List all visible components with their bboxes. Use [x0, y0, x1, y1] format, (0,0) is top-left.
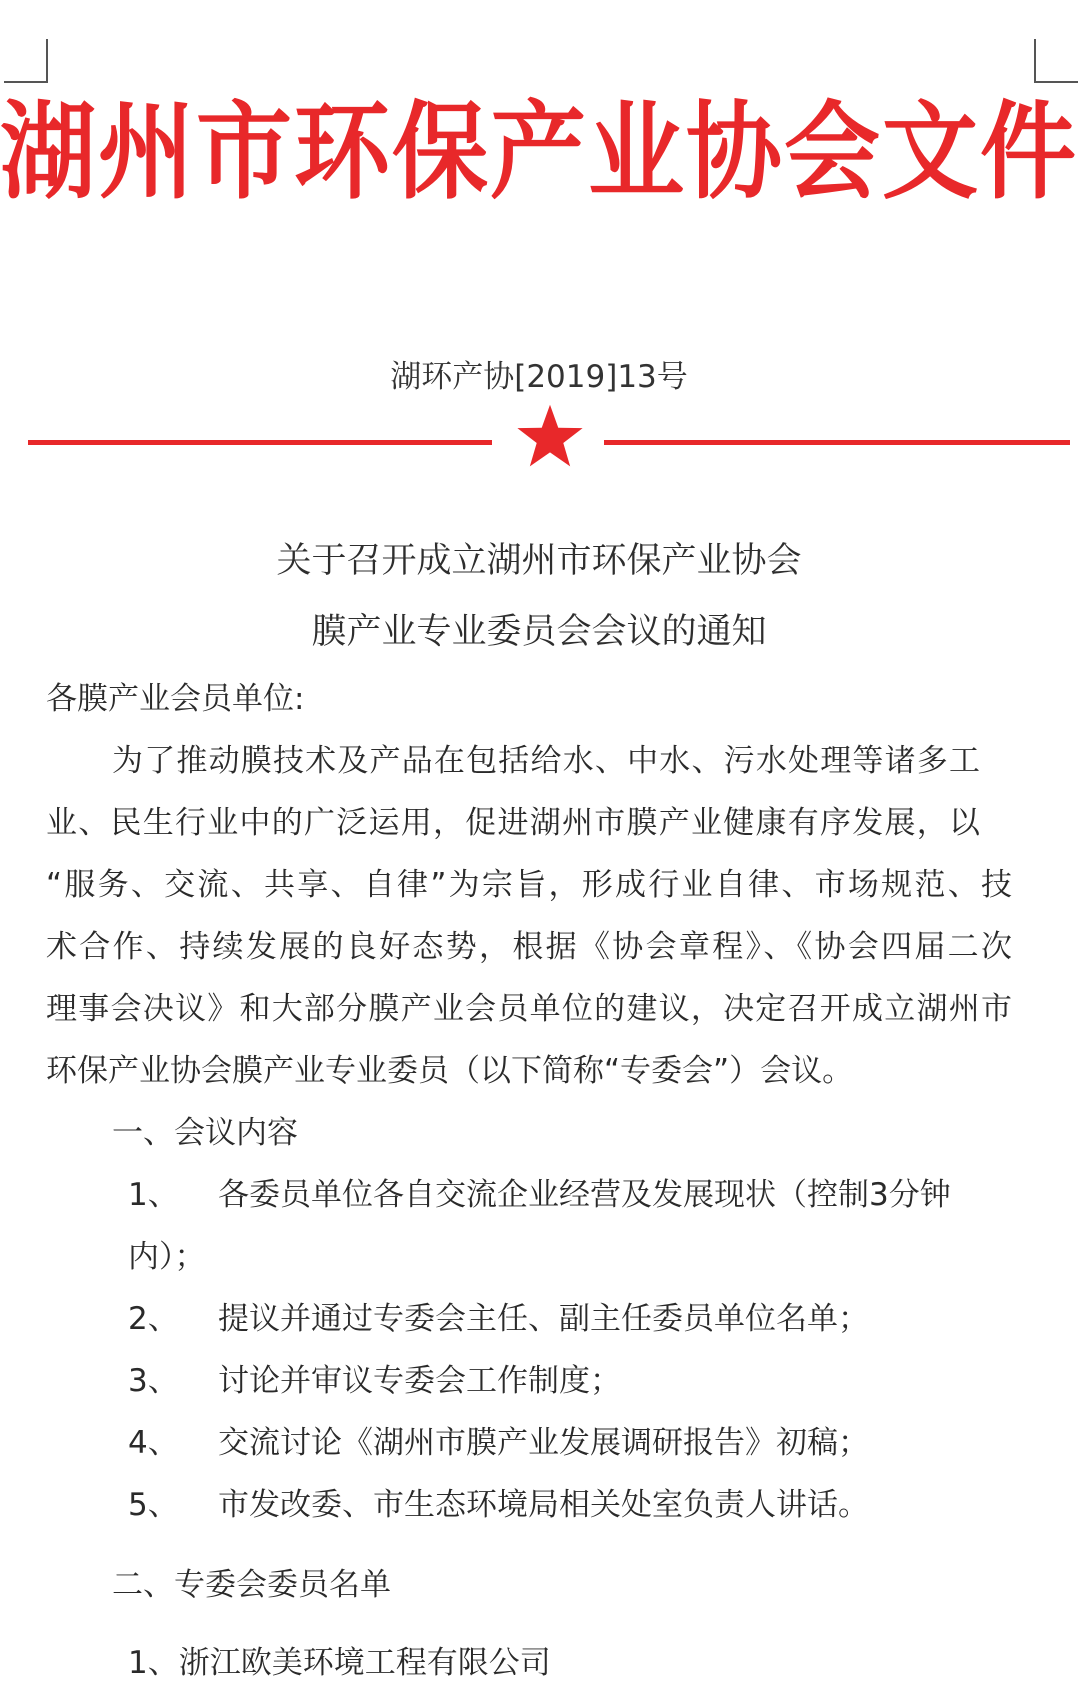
body-line-1: 为了推动膜技术及产品在包括给水、中水、污水处理等诸多工 [112, 743, 980, 779]
item-text-4: 交流讨论《湖州市膜产业发展调研报告》初稿； [218, 1425, 869, 1461]
section-heading-meeting-content: 一、会议内容 [112, 1115, 298, 1151]
crop-mark-top-right [1034, 39, 1078, 83]
item-text-5: 市发改委、市生态环境局相关处室负责人讲话。 [218, 1487, 869, 1523]
item-text-1-continued: 内）； [128, 1239, 206, 1275]
red-rule-right [604, 440, 1070, 445]
body-line-6: 环保产业协会膜产业专业委员（以下简称“专委会”）会议。 [46, 1053, 854, 1089]
item-number-4: 4、 [128, 1425, 179, 1461]
body-line-5: 理事会决议》和大部分膜产业会员单位的建议，决定召开成立湖州市 [46, 991, 1012, 1027]
item-number-5: 5、 [128, 1487, 179, 1523]
red-star-icon [515, 402, 585, 472]
member-list-item-1: 1、浙江欧美环境工程有限公司 [128, 1645, 551, 1681]
item-text-3: 讨论并审议专委会工作制度； [218, 1363, 621, 1399]
body-line-2: 业、民生行业中的广泛运用，促进湖州市膜产业健康有序发展，以 [46, 805, 980, 841]
crop-mark-top-left [4, 39, 48, 83]
item-number-3: 3、 [128, 1363, 179, 1399]
body-line-3: “服务、交流、共享、自律”为宗旨，形成行业自律、市场规范、技 [46, 867, 1012, 903]
notice-title-line-2: 膜产业专业委员会会议的通知 [311, 612, 767, 652]
notice-title-line-1: 关于召开成立湖州市环保产业协会 [276, 541, 802, 581]
item-number-1: 1、 [128, 1177, 179, 1213]
document-masthead: 湖州市环保产业协会文件 [0, 90, 1078, 214]
item-text-1: 各委员单位各自交流企业经营及发展现状（控制3分钟 [218, 1177, 951, 1213]
item-number-2: 2、 [128, 1301, 179, 1337]
red-rule-left [28, 440, 492, 445]
salutation: 各膜产业会员单位: [46, 681, 305, 717]
section-heading-member-list: 二、专委会委员名单 [112, 1567, 391, 1603]
body-line-4: 术合作、持续发展的良好态势，根据《协会章程》、《协会四届二次 [46, 929, 1012, 965]
document-number: 湖环产协[2019]13号 [390, 359, 688, 395]
item-text-2: 提议并通过专委会主任、副主任委员单位名单； [218, 1301, 869, 1337]
